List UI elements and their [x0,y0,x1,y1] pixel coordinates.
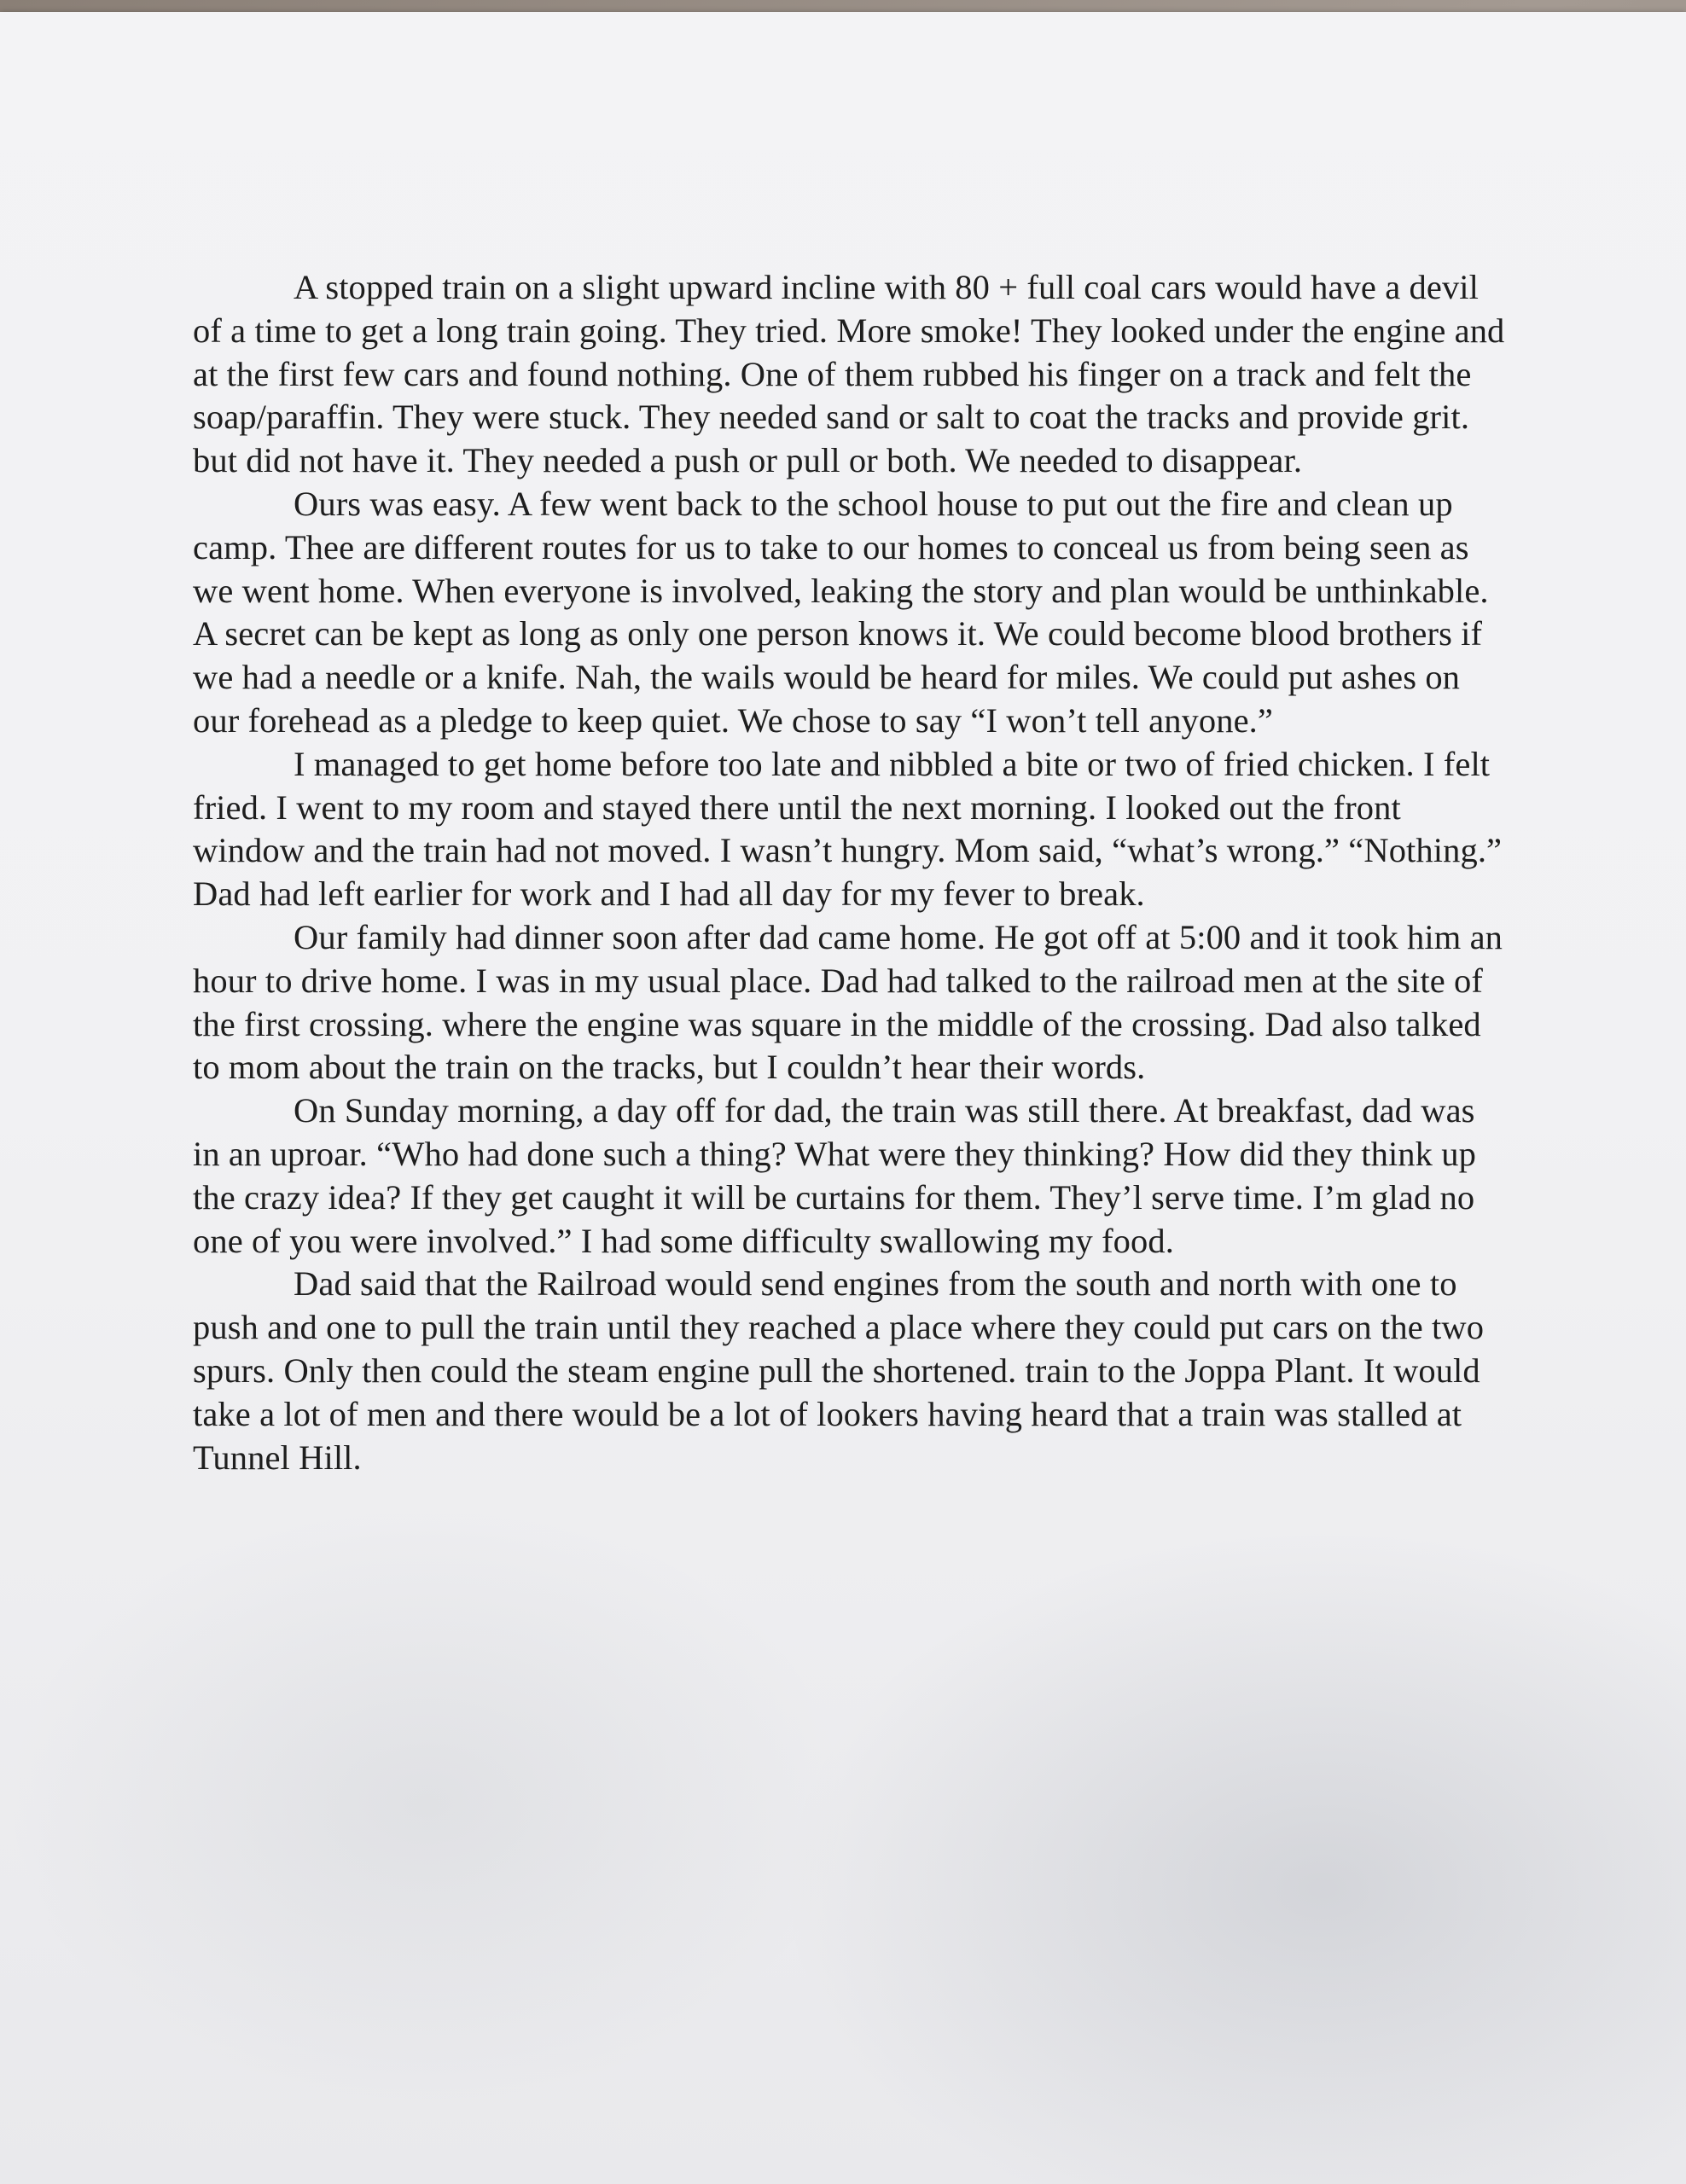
paragraph: On Sunday morning, a day off for dad, the train was still there. At breakfast, dad was in an uproar. “Who had done such a thing? What were they thinking? How did they think up the crazy idea? If they get caught it will be curtains for them. They’l serve time. I’m glad no one of you were involved.” I had some difficulty swallowing my food. [193,1091,1476,1260]
paragraph: Dad said that the Railroad would send engines from the south and north with one to push and one to pull the train until they reached a place where they could put cars on the two spurs. Only then could the steam engine pull the shortened. train to the Joppa Plant. It would take a lot of men and there would be a lot of lookers having heard that a train was stalled at Tunnel Hill. [193,1264,1485,1477]
paragraph: A stopped train on a slight upward incline with 80 + full coal cars would have a devil of a time to get a long train going. They tried. More smoke! They looked under the engine and at the first few cars and found nothing. One of them rubbed his finger on a track and felt the soap/paraffin. They were stuck. They needed sand or salt to coat the tracks and provide grit. but did not have it. They needed a push or pull or both. We needed to disappear. [193,268,1505,480]
story-text [193,266,1507,1479]
paragraph: I managed to get home before too late and nibbled a bite or two of fried chicken. I felt fried. I went to my room and stayed there until the next morning. I looked out the front window and the train had not moved. I wasn’t hungry. Mom said, “what’s wrong.” “Nothing.” Dad had left earlier for work and I had all day for my fever to break. [193,744,1503,914]
paragraph: Our family had dinner soon after dad came home. He got off at 5:00 and it took him an hour to drive home. I was in my usual place. Dad had talked to the railroad men at the site of the first crossing. where the engine was square in the middle of the crossing. Dad also talked to mom about the train on the tracks, but I couldn’t hear their words. [193,917,1503,1087]
paper-sheet [0,12,1686,2184]
paragraph: Ours was easy. A few went back to the school house to put out the fire and clean up camp. Thee are different routes for us to take to our homes to conceal us from being seen as we went home. When everyone is involved, leaking the story and plan would be unthinkable. A secret can be kept as long as only one person knows it. We could become blood brothers if we had a needle or a knife. Nah, the wails would be heard for miles. We could put ashes on our forehead as a pledge to keep quiet. We chose to say “I won’t tell anyone.” [193,484,1489,740]
